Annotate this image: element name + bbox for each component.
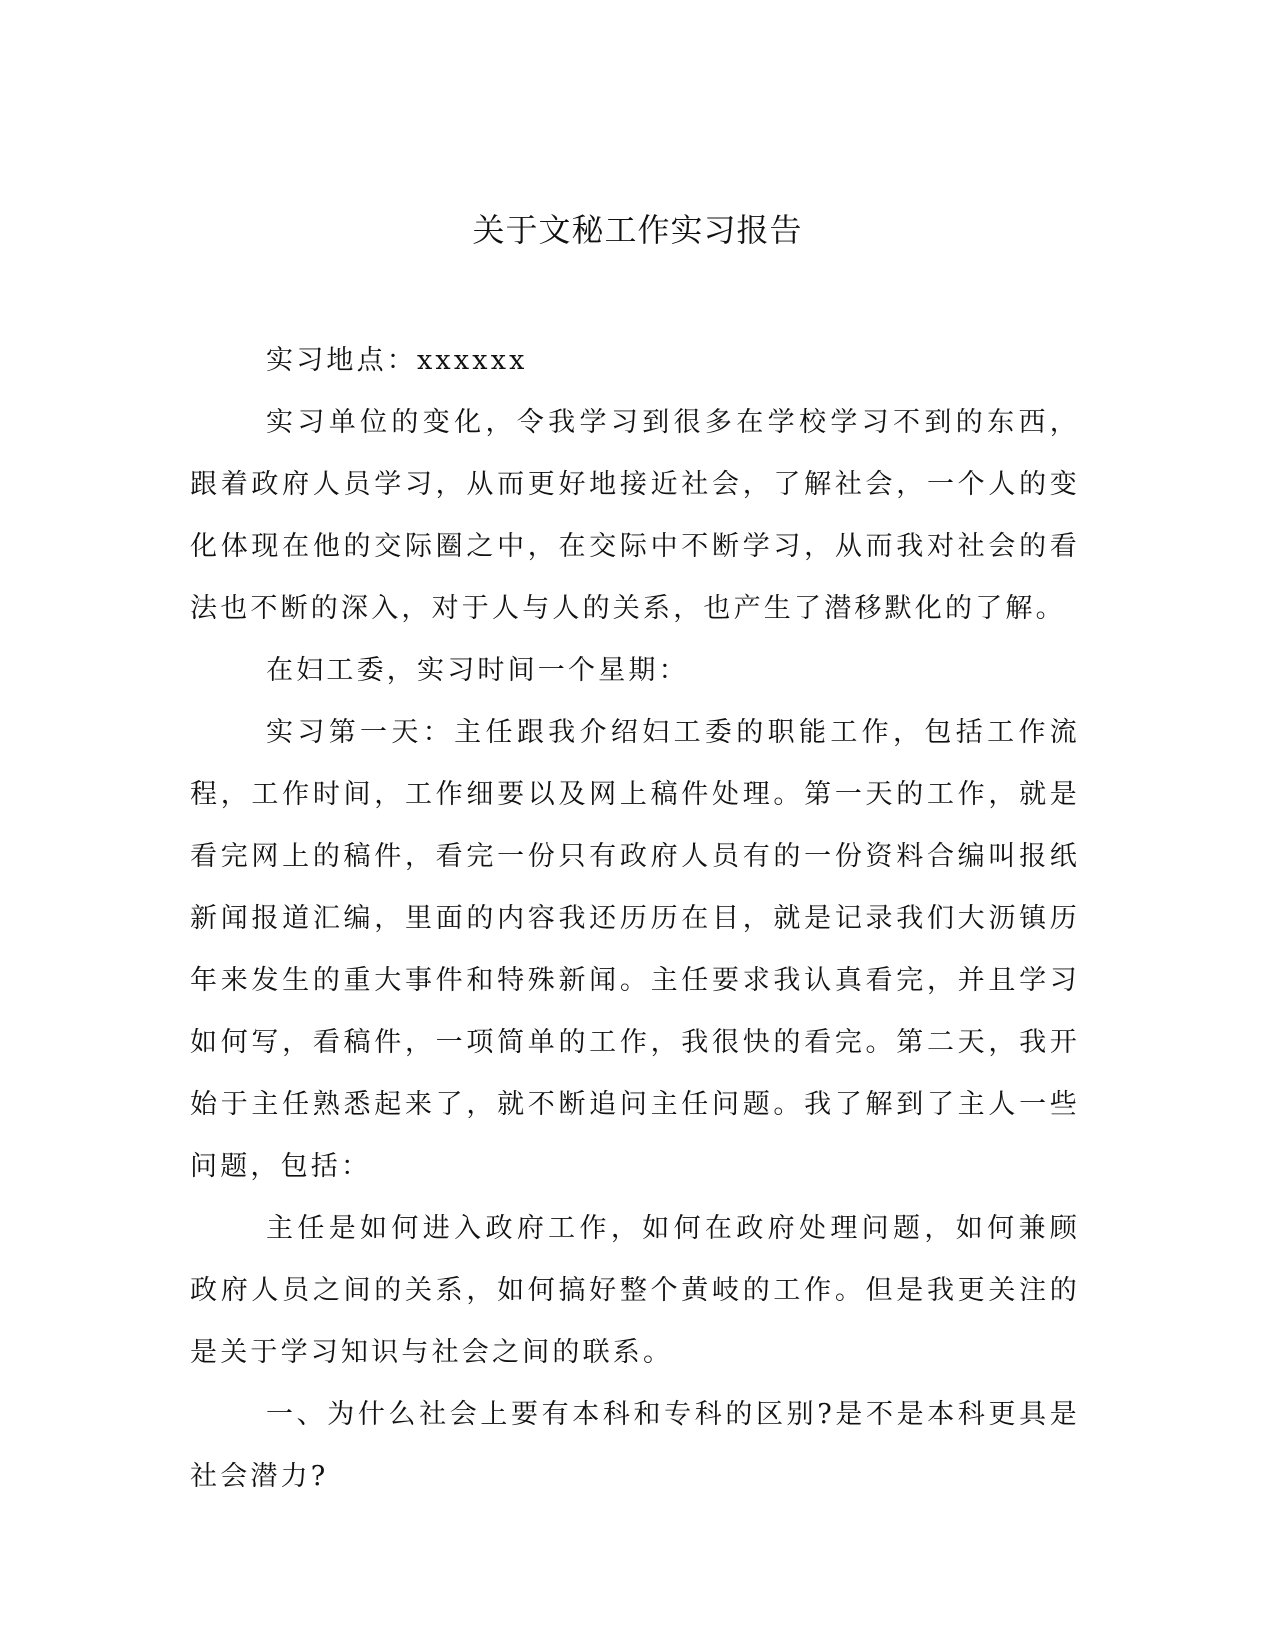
document-body [190,330,1080,1508]
paragraph-director-questions: 主任是如何进入政府工作，如何在政府处理问题，如何兼顾政府人员之间的关系，如何搞好整个黄岐的工作。但是我更关注的是关于学习知识与社会之间的联系。 [190,1213,1080,1368]
document-title: 关于文秘工作实习报告 [472,211,803,249]
paragraph-duration: 在妇工委，实习时间一个星期： [266,655,689,686]
paragraph-question-one: 一、为什么社会上要有本科和专科的区别?是不是本科更具是社会潜力? [190,1399,1080,1492]
paragraph-intro: 实习单位的变化，令我学习到很多在学校学习不到的东西，跟着政府人员学习，从而更好地接近社会，了解社会，一个人的变化体现在他的交际圈之中，在交际中不断学习，从而我对社会的看法也不断的深入，对于人与人的关系，也产生了潜移默化的了解。 [190,407,1080,624]
paragraph-first-day: 实习第一天：主任跟我介绍妇工委的职能工作，包括工作流程，工作时间，工作细要以及网上稿件处理。第一天的工作，就是看完网上的稿件，看完一份只有政府人员有的一份资料合编叫报纸新闻报道汇编，里面的内容我还历历在目，就是记录我们大沥镇历年来发生的重大事件和特殊新闻。主任要求我认真看完，并且学习如何写，看稿件，一项简单的工作，我很快的看完。第二天，我开始于主任熟悉起来了，就不断追问主任问题。我了解到了主人一些问题，包括： [190,717,1080,1182]
paragraph-location: 实习地点：xxxxxx [266,345,528,376]
